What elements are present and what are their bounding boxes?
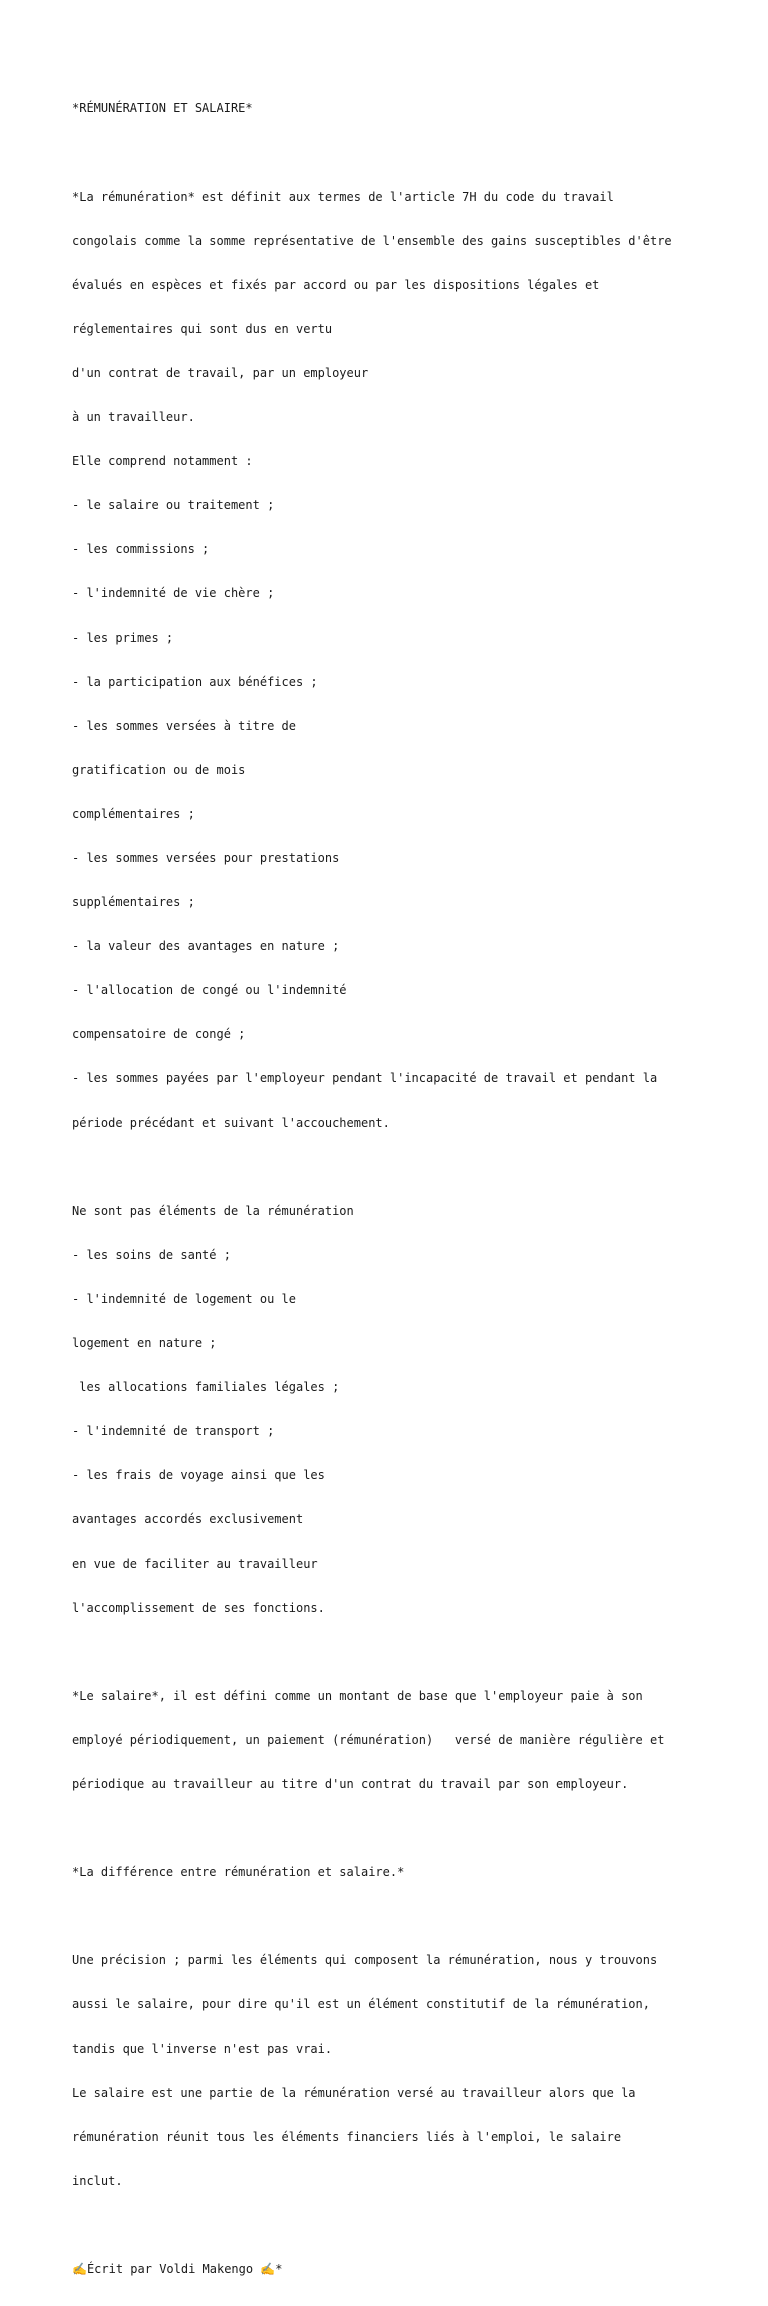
blank-line [72, 1821, 712, 1836]
remuneration-definition-line: d'un contrat de travail, par un employeur [72, 365, 369, 380]
difference-heading: *La différence entre rémunération et salaire.* [72, 1865, 405, 1880]
list-item: - les sommes versées à titre de [72, 718, 296, 733]
list-item: - les primes ; [72, 630, 174, 645]
list-item-continuation: supplémentaires ; [72, 895, 195, 910]
list-item: - les sommes payées par l'employeur pendant l'incapacité de travail et pendant la [72, 1071, 658, 1086]
document-title: *RÉMUNÉRATION ET SALAIRE* [72, 101, 253, 116]
list-item-continuation: gratification ou de mois [72, 762, 246, 777]
list-item: - l'indemnité de vie chère ; [72, 586, 275, 601]
list-item-continuation: période précédant et suivant l'accouchement. [72, 1115, 390, 1130]
list-item: - les sommes versées pour prestations [72, 851, 340, 865]
author-signature: ✍️Écrit par Voldi Makengo ✍️* [72, 2262, 283, 2276]
blank-line [72, 1160, 712, 1175]
list-item-continuation: en vue de faciliter au travailleur [72, 1556, 318, 1571]
exclusions-heading: Ne sont pas éléments de la rémunération [72, 1203, 354, 1218]
list-item: - les frais de voyage ainsi que les [72, 1468, 325, 1483]
list-item: les allocations familiales légales ; [72, 1380, 340, 1395]
salary-definition-line: employé périodiquement, un paiement (rémunération) versé de manière régulière et [72, 1732, 665, 1747]
remuneration-definition-line: congolais comme la somme représentative de l'ensemble des gains susceptibles d'être [72, 233, 672, 248]
blank-line [72, 1909, 712, 1924]
list-item-continuation: complémentaires ; [72, 806, 195, 821]
list-item: - les soins de santé ; [72, 1247, 231, 1262]
list-item-continuation: l'accomplissement de ses fonctions. [72, 1600, 325, 1615]
blank-line [72, 1645, 712, 1660]
list-item: - le salaire ou traitement ; [72, 498, 275, 513]
list-item: - les commissions ; [72, 542, 210, 557]
list-item: - la participation aux bénéfices ; [72, 674, 318, 689]
list-item-continuation: avantages accordés exclusivement [72, 1512, 304, 1527]
difference-paragraph-line: aussi le salaire, pour dire qu'il est un élément constitutif de la rémunération, [72, 1997, 650, 2012]
difference-paragraph-line: rémunération réunit tous les éléments financiers liés à l'emploi, le salaire [72, 2129, 622, 2144]
difference-paragraph-line: inclut. [72, 2173, 123, 2188]
list-item: - l'indemnité de transport ; [72, 1424, 275, 1439]
remuneration-definition-line: évalués en espèces et fixés par accord ou par les dispositions légales et [72, 277, 600, 292]
list-item-continuation: logement en nature ; [72, 1336, 217, 1351]
remuneration-definition-line: à un travailleur. [72, 410, 195, 425]
list-item: - l'allocation de congé ou l'indemnité [72, 983, 347, 998]
blank-line [72, 2218, 712, 2233]
remuneration-definition-line: réglementaires qui sont dus en vertu [72, 321, 333, 336]
salary-definition-line: *Le salaire*, il est défini comme un montant de base que l'employeur paie à son [72, 1688, 643, 1703]
difference-paragraph-line: Une précision ; parmi les éléments qui composent la rémunération, nous y trouvons [72, 1953, 658, 1968]
difference-paragraph-line: Le salaire est une partie de la rémunération versé au travailleur alors que la [72, 2085, 636, 2100]
remuneration-definition-line: *La rémunération* est définit aux termes de l'article 7H du code du travail [72, 189, 614, 204]
difference-paragraph-line: tandis que l'inverse n'est pas vrai. [72, 2041, 333, 2056]
blank-line [72, 146, 712, 161]
list-item: - l'indemnité de logement ou le [72, 1291, 296, 1306]
list-intro: Elle comprend notamment : [72, 454, 253, 469]
list-item-continuation: compensatoire de congé ; [72, 1027, 246, 1042]
list-item: - la valeur des avantages en nature ; [72, 939, 340, 954]
salary-definition-line: périodique au travailleur au titre d'un contrat du travail par son employeur. [72, 1776, 629, 1791]
document-text [72, 72, 712, 2306]
